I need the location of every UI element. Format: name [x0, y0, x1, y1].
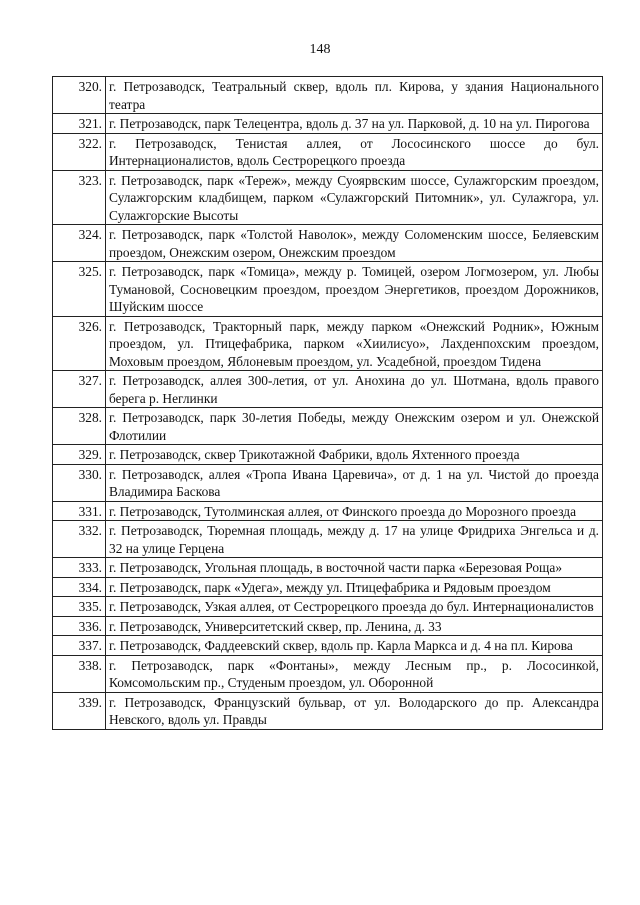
table-row — [53, 445, 603, 465]
row-number: 330. — [53, 464, 106, 501]
row-description: г. Петрозаводск, Тутолминская аллея, от Финского проезда до Морозного проезда — [106, 501, 603, 521]
table-row — [53, 316, 603, 371]
row-description: г. Петрозаводск, Театральный сквер, вдоль пл. Кирова, у здания Национального театра — [106, 77, 603, 114]
row-description: г. Петрозаводск, Университетский сквер, пр. Ленина, д. 33 — [106, 616, 603, 636]
table-row — [53, 521, 603, 558]
row-number: 339. — [53, 692, 106, 729]
row-description: г. Петрозаводск, парк «Удега», между ул. Птицефабрика и Рядовым проездом — [106, 577, 603, 597]
table-row — [53, 225, 603, 262]
table-row — [53, 77, 603, 114]
row-description: г. Петрозаводск, парк «Фонтаны», между Лесным пр., р. Лососинкой, Комсомольским пр., Студеным проездом, ул. Оборонной — [106, 655, 603, 692]
table-row — [53, 262, 603, 317]
row-number: 331. — [53, 501, 106, 521]
page-number: 148 — [309, 42, 331, 57]
row-description: г. Петрозаводск, парк «Тереж», между Суоярвским шоссе, Сулажгорским проездом, Сулажгорским кладбищем, парком «Сулажгорский Питомник», ул. Сулажгора, ул. Сулажгорские Высоты — [106, 170, 603, 225]
row-number: 329. — [53, 445, 106, 465]
row-description: г. Петрозаводск, аллея «Тропа Ивана Царевича», от д. 1 на ул. Чистой до проезда Владимира Баскова — [106, 464, 603, 501]
row-number: 338. — [53, 655, 106, 692]
row-number: 337. — [53, 636, 106, 656]
row-number: 321. — [53, 114, 106, 134]
table-row — [53, 501, 603, 521]
row-number: 335. — [53, 597, 106, 617]
table-row — [53, 133, 603, 170]
row-description: г. Петрозаводск, Французский бульвар, от ул. Володарского до пр. Александра Невского, вдоль ул. Правды — [106, 692, 603, 729]
row-description: г. Петрозаводск, парк 30-летия Победы, между Онежским озером и ул. Онежской Флотилии — [106, 408, 603, 445]
row-description: г. Петрозаводск, Тенистая аллея, от Лососинского шоссе до бул. Интернационалистов, вдоль Сестрорецкого проезда — [106, 133, 603, 170]
table-row — [53, 655, 603, 692]
row-description: г. Петрозаводск, Тракторный парк, между парком «Онежский Родник», Южным проездом, ул. Птицефабрика, парком «Хиилисуо», Лахденпохским проездом, Моховым проездом, Яблоневым проездом, ул. Усадебной, проездом Тидена — [106, 316, 603, 371]
row-description: г. Петрозаводск, аллея 300-летия, от ул. Анохина до ул. Шотмана, вдоль правого берега р. Неглинки — [106, 371, 603, 408]
row-description: г. Петрозаводск, парк «Томица», между р. Томицей, озером Логмозером, ул. Любы Тумановой, Сосновецким проездом, проездом Энергетиков, проездом Дорожников, Шуйским шоссе — [106, 262, 603, 317]
row-number: 324. — [53, 225, 106, 262]
row-description: г. Петрозаводск, сквер Трикотажной Фабрики, вдоль Яхтенного проезда — [106, 445, 603, 465]
table-row — [53, 558, 603, 578]
row-number: 320. — [53, 77, 106, 114]
table-row — [53, 597, 603, 617]
row-number: 333. — [53, 558, 106, 578]
row-number: 334. — [53, 577, 106, 597]
row-number: 332. — [53, 521, 106, 558]
table-row — [53, 408, 603, 445]
registry-table-body — [53, 77, 603, 730]
table-row — [53, 577, 603, 597]
row-number: 325. — [53, 262, 106, 317]
row-description: г. Петрозаводск, Угольная площадь, в восточной части парка «Березовая Роща» — [106, 558, 603, 578]
row-number: 328. — [53, 408, 106, 445]
row-description: г. Петрозаводск, Фаддеевский сквер, вдоль пр. Карла Маркса и д. 4 на пл. Кирова — [106, 636, 603, 656]
table-row — [53, 616, 603, 636]
row-description: г. Петрозаводск, Узкая аллея, от Сестрорецкого проезда до бул. Интернационалистов — [106, 597, 603, 617]
row-description: г. Петрозаводск, парк Телецентра, вдоль д. 37 на ул. Парковой, д. 10 на ул. Пирогова — [106, 114, 603, 134]
row-description: г. Петрозаводск, парк «Толстой Наволок», между Соломенским шоссе, Беляевским проездом, Онежским озером, Онежским проездом — [106, 225, 603, 262]
table-row — [53, 371, 603, 408]
table-row — [53, 464, 603, 501]
row-number: 336. — [53, 616, 106, 636]
table-row — [53, 636, 603, 656]
table-row — [53, 692, 603, 729]
row-number: 322. — [53, 133, 106, 170]
registry-table — [52, 76, 603, 730]
table-row — [53, 114, 603, 134]
table-row — [53, 170, 603, 225]
row-number: 323. — [53, 170, 106, 225]
row-number: 326. — [53, 316, 106, 371]
row-number: 327. — [53, 371, 106, 408]
row-description: г. Петрозаводск, Тюремная площадь, между д. 17 на улице Фридриха Энгельса и д. 32 на улице Герцена — [106, 521, 603, 558]
